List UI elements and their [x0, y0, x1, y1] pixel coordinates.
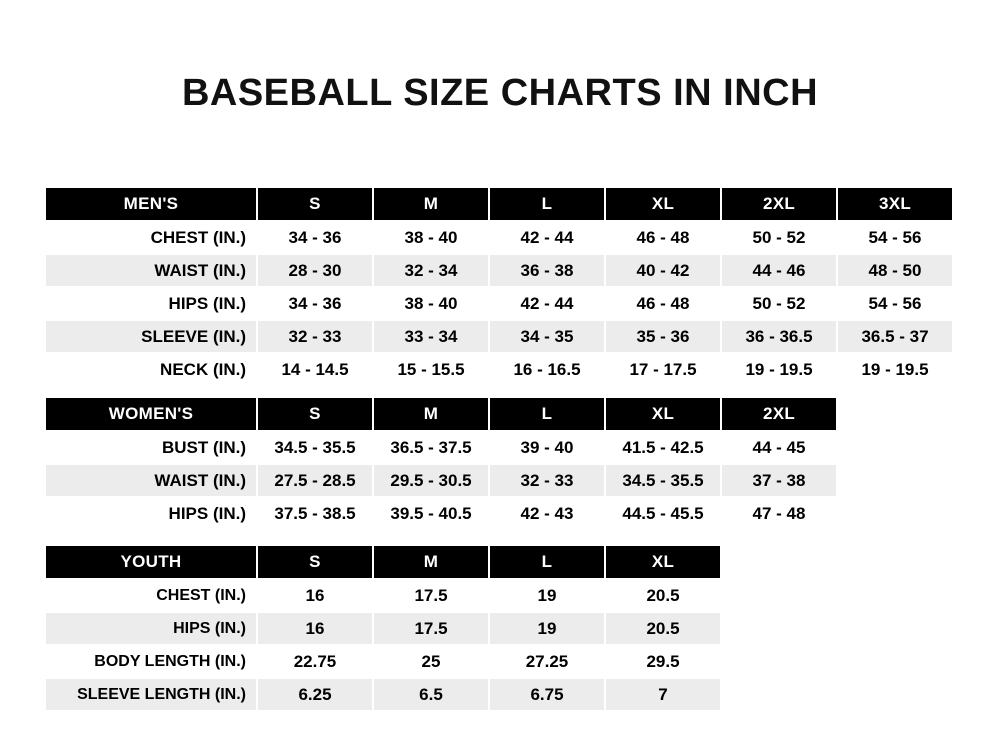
column-header: WOMEN'S: [45, 397, 257, 431]
cell-value: 29.5 - 30.5: [373, 464, 489, 497]
column-header: L: [489, 187, 605, 221]
row-label: SLEEVE LENGTH (IN.): [45, 678, 257, 711]
cell-value: 15 - 15.5: [373, 353, 489, 386]
cell-value: 36 - 38: [489, 254, 605, 287]
cell-value: 54 - 56: [837, 287, 953, 320]
cell-value: 46 - 48: [605, 287, 721, 320]
youth-table: [44, 544, 722, 712]
cell-value: 39 - 40: [489, 431, 605, 464]
cell-value: 32 - 34: [373, 254, 489, 287]
cell-value: 25: [373, 645, 489, 678]
cell-value: 19: [489, 612, 605, 645]
table-row: [45, 464, 837, 497]
cell-value: 17.5: [373, 579, 489, 612]
column-header: XL: [605, 545, 721, 579]
cell-value: 27.5 - 28.5: [257, 464, 373, 497]
cell-value: 19: [489, 579, 605, 612]
table-row: [45, 353, 953, 386]
cell-value: 6.5: [373, 678, 489, 711]
cell-value: 6.75: [489, 678, 605, 711]
column-header: S: [257, 187, 373, 221]
cell-value: 16: [257, 579, 373, 612]
table-header-row: [45, 545, 721, 579]
cell-value: 28 - 30: [257, 254, 373, 287]
cell-value: 16 - 16.5: [489, 353, 605, 386]
column-header: YOUTH: [45, 545, 257, 579]
row-label: BUST (IN.): [45, 431, 257, 464]
womens-table: [44, 396, 838, 531]
cell-value: 42 - 43: [489, 497, 605, 530]
row-label: WAIST (IN.): [45, 254, 257, 287]
cell-value: 17.5: [373, 612, 489, 645]
cell-value: 14 - 14.5: [257, 353, 373, 386]
womens-size-chart: [44, 396, 838, 531]
table-row: [45, 431, 837, 464]
cell-value: 41.5 - 42.5: [605, 431, 721, 464]
cell-value: 46 - 48: [605, 221, 721, 254]
row-label: NECK (IN.): [45, 353, 257, 386]
column-header: 2XL: [721, 397, 837, 431]
table-row: [45, 579, 721, 612]
row-label: HIPS (IN.): [45, 497, 257, 530]
page-title: BASEBALL SIZE CHARTS IN INCH: [181, 72, 819, 114]
cell-value: 16: [257, 612, 373, 645]
cell-value: 34 - 35: [489, 320, 605, 353]
cell-value: 38 - 40: [373, 221, 489, 254]
table-row: [45, 612, 721, 645]
column-header: 3XL: [837, 187, 953, 221]
table-row: [45, 497, 837, 530]
cell-value: 48 - 50: [837, 254, 953, 287]
cell-value: 37 - 38: [721, 464, 837, 497]
cell-value: 19 - 19.5: [837, 353, 953, 386]
cell-value: 7: [605, 678, 721, 711]
table-row: [45, 221, 953, 254]
column-header: L: [489, 397, 605, 431]
column-header: XL: [605, 187, 721, 221]
cell-value: 44 - 45: [721, 431, 837, 464]
table-header-row: [45, 397, 837, 431]
cell-value: 44 - 46: [721, 254, 837, 287]
cell-value: 27.25: [489, 645, 605, 678]
column-header: XL: [605, 397, 721, 431]
cell-value: 34 - 36: [257, 287, 373, 320]
row-label: HIPS (IN.): [45, 287, 257, 320]
table-header-row: [45, 187, 953, 221]
cell-value: 35 - 36: [605, 320, 721, 353]
cell-value: 47 - 48: [721, 497, 837, 530]
cell-value: 38 - 40: [373, 287, 489, 320]
youth-size-chart: [44, 544, 722, 712]
cell-value: 40 - 42: [605, 254, 721, 287]
row-label: BODY LENGTH (IN.): [45, 645, 257, 678]
column-header: M: [373, 187, 489, 221]
cell-value: 20.5: [605, 612, 721, 645]
cell-value: 33 - 34: [373, 320, 489, 353]
cell-value: 20.5: [605, 579, 721, 612]
column-header: M: [373, 397, 489, 431]
cell-value: 36.5 - 37: [837, 320, 953, 353]
cell-value: 32 - 33: [257, 320, 373, 353]
column-header: S: [257, 397, 373, 431]
cell-value: 39.5 - 40.5: [373, 497, 489, 530]
cell-value: 37.5 - 38.5: [257, 497, 373, 530]
cell-value: 50 - 52: [721, 221, 837, 254]
cell-value: 54 - 56: [837, 221, 953, 254]
row-label: CHEST (IN.): [45, 221, 257, 254]
cell-value: 32 - 33: [489, 464, 605, 497]
table-row: [45, 254, 953, 287]
column-header: S: [257, 545, 373, 579]
cell-value: 22.75: [257, 645, 373, 678]
table-row: [45, 678, 721, 711]
cell-value: 6.25: [257, 678, 373, 711]
cell-value: 34 - 36: [257, 221, 373, 254]
row-label: CHEST (IN.): [45, 579, 257, 612]
table-row: [45, 645, 721, 678]
cell-value: 29.5: [605, 645, 721, 678]
row-label: SLEEVE (IN.): [45, 320, 257, 353]
row-label: WAIST (IN.): [45, 464, 257, 497]
cell-value: 44.5 - 45.5: [605, 497, 721, 530]
column-header: M: [373, 545, 489, 579]
cell-value: 42 - 44: [489, 287, 605, 320]
row-label: HIPS (IN.): [45, 612, 257, 645]
cell-value: 34.5 - 35.5: [605, 464, 721, 497]
cell-value: 50 - 52: [721, 287, 837, 320]
cell-value: 19 - 19.5: [721, 353, 837, 386]
cell-value: 34.5 - 35.5: [257, 431, 373, 464]
cell-value: 42 - 44: [489, 221, 605, 254]
cell-value: 36.5 - 37.5: [373, 431, 489, 464]
column-header: L: [489, 545, 605, 579]
mens-size-chart: [44, 186, 954, 387]
table-row: [45, 287, 953, 320]
mens-table: [44, 186, 954, 387]
column-header: MEN'S: [45, 187, 257, 221]
cell-value: 36 - 36.5: [721, 320, 837, 353]
cell-value: 17 - 17.5: [605, 353, 721, 386]
table-row: [45, 320, 953, 353]
column-header: 2XL: [721, 187, 837, 221]
